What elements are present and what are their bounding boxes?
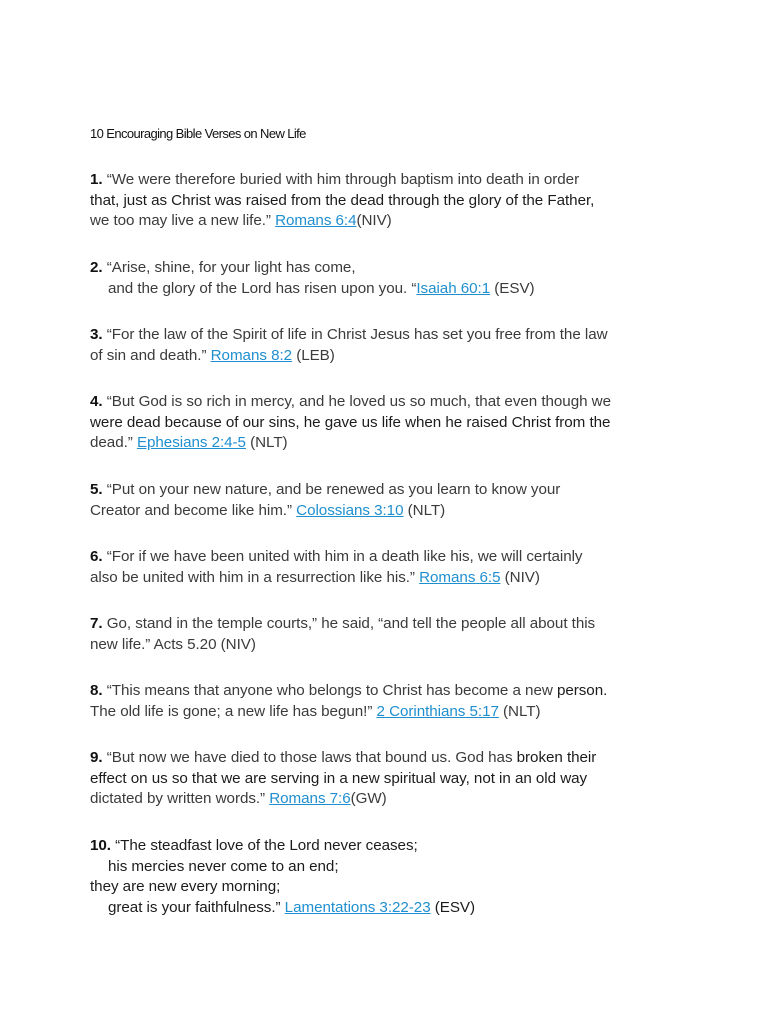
verse-line — [90, 748, 690, 769]
verse-text: Creator and become like him.” — [90, 501, 297, 519]
verse-line — [90, 857, 690, 878]
verse-text: we too may live a new life.” — [90, 212, 276, 230]
scripture-reference-link[interactable]: Romans 7:6 — [269, 790, 351, 808]
verse-text: “But God is so rich in mercy, and he loved us so much, that even though we — [106, 393, 611, 410]
verse-line — [90, 346, 690, 367]
scripture-reference-link[interactable]: Romans 8:2 — [210, 346, 293, 364]
verse-line — [90, 702, 690, 723]
verse-4 — [90, 392, 690, 454]
verse-line — [90, 392, 690, 413]
verse-text: new life.” Acts 5.20 (NIV) — [90, 635, 256, 653]
verse-text: (NLT) — [403, 501, 446, 519]
verse-text: person. — [556, 682, 608, 699]
verse-line — [90, 501, 690, 522]
verse-number: 5. — [90, 481, 103, 498]
verse-6 — [90, 547, 690, 588]
verse-text: (ESV) — [430, 899, 476, 917]
verse-text: “Arise, shine, for your light has come, — [106, 259, 356, 276]
verse-10 — [90, 836, 690, 919]
verse-text: (NIV) — [500, 568, 540, 586]
scripture-reference-link[interactable]: Colossians 3:10 — [296, 501, 404, 519]
verse-text: dead.” — [90, 434, 137, 452]
verse-text: were dead because of our sins, he gave us life when he raised Christ from the — [90, 413, 611, 431]
verse-8 — [90, 681, 690, 722]
verse-number: 9. — [90, 749, 103, 766]
verse-line — [90, 877, 690, 898]
verse-line — [90, 211, 690, 232]
verse-number: 10. — [90, 837, 111, 854]
verse-line — [90, 681, 690, 702]
verse-text: (NLT) — [498, 702, 541, 720]
verse-text: Go, stand in the temple courts,” he said, “and tell the people all about this — [106, 615, 596, 632]
verse-text: and the glory of the Lord has risen upon you. “ — [108, 279, 417, 297]
verse-text: (GW) — [350, 790, 387, 808]
verse-number: 7. — [90, 615, 103, 632]
verse-line — [90, 413, 690, 434]
verse-text: (NIV) — [356, 212, 392, 230]
scripture-reference-link[interactable]: Romans 6:5 — [419, 568, 501, 586]
verse-text: (NLT) — [245, 434, 288, 452]
verse-1 — [90, 170, 690, 232]
verse-line — [90, 568, 690, 589]
scripture-reference-link[interactable]: Lamentations 3:22-23 — [284, 899, 431, 917]
verse-line — [90, 898, 690, 919]
verse-text: The old life is gone; a new life has begun!” — [90, 702, 377, 720]
verse-text: also be united with him in a resurrection like his.” — [90, 568, 420, 586]
verse-text: “But now we have died to those laws that bound us. God has — [106, 749, 517, 766]
scripture-reference-link[interactable]: 2 Corinthians 5:17 — [376, 702, 499, 720]
verse-line — [90, 789, 690, 810]
verse-text: effect on us so that we are serving in a new spiritual way, not in an old way — [90, 769, 588, 787]
verse-text: of sin and death.” — [90, 346, 211, 364]
verse-text: dictated by written words.” — [90, 790, 270, 808]
verse-3 — [90, 325, 690, 366]
verse-7 — [90, 614, 690, 655]
verse-line — [90, 279, 690, 300]
verse-number: 3. — [90, 326, 103, 343]
verse-text: (ESV) — [490, 279, 535, 297]
verse-text: great is your faithfulness.” — [108, 899, 285, 917]
verse-text: they are new every morning; — [90, 878, 281, 896]
scripture-reference-link[interactable]: Ephesians 2:4-5 — [136, 434, 246, 452]
scripture-reference-link[interactable]: Romans 6:4 — [275, 212, 357, 230]
verse-9 — [90, 748, 690, 810]
verse-text: “The steadfast love of the Lord never ceases; — [115, 837, 418, 854]
verse-line — [90, 258, 690, 279]
verse-text: his mercies never come to an end; — [108, 857, 339, 875]
verse-number: 8. — [90, 682, 103, 699]
verse-text: “We were therefore buried with him through baptism into death in order — [106, 171, 580, 188]
verse-number: 1. — [90, 171, 103, 188]
verse-number: 2. — [90, 259, 103, 276]
verse-line — [90, 836, 690, 857]
verse-line — [90, 325, 690, 346]
verse-text: broken their — [516, 749, 597, 766]
verse-line — [90, 191, 690, 212]
verse-line — [90, 480, 690, 501]
verse-number: 6. — [90, 548, 103, 565]
verse-text: “For if we have been united with him in a death like his, we will certainly — [106, 548, 583, 565]
verse-text: “Put on your new nature, and be renewed as you learn to know your — [106, 481, 561, 498]
verse-line — [90, 614, 690, 635]
verse-text: “This means that anyone who belongs to Christ has become a new — [106, 682, 557, 699]
document-title: 10 Encouraging Bible Verses on New Life — [90, 126, 306, 141]
verse-5 — [90, 480, 690, 521]
verse-number: 4. — [90, 393, 103, 410]
verse-text: “For the law of the Spirit of life in Christ Jesus has set you free from the law — [106, 326, 608, 343]
verse-line — [90, 547, 690, 568]
verse-text: (LEB) — [292, 346, 335, 364]
verse-line — [90, 170, 690, 191]
scripture-reference-link[interactable]: Isaiah 60:1 — [416, 279, 491, 297]
verse-line — [90, 433, 690, 454]
verse-line — [90, 635, 690, 656]
verse-line — [90, 769, 690, 790]
verse-2 — [90, 258, 690, 299]
verse-text: that, just as Christ was raised from the dead through the glory of the Father, — [90, 191, 595, 209]
